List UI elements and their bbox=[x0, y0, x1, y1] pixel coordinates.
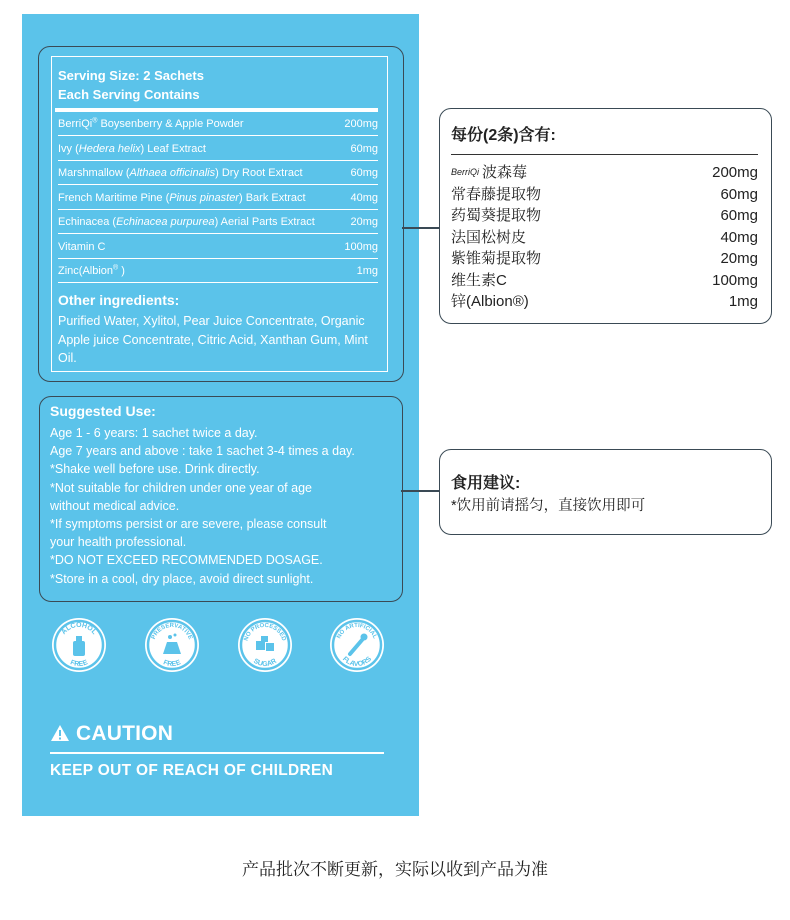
cn-ingredient-row bbox=[451, 184, 758, 205]
nutrition-row bbox=[58, 161, 378, 185]
nutrition-row bbox=[58, 210, 378, 234]
cn-ingredient-row bbox=[451, 162, 758, 183]
serving-size: Serving Size: 2 Sachets bbox=[58, 68, 204, 83]
badge-top-text: NO PROCESSED bbox=[243, 622, 287, 642]
nutrition-row bbox=[58, 112, 378, 136]
use-line: *DO NOT EXCEED RECOMMENDED DOSAGE. bbox=[50, 553, 323, 568]
cn-ingredient-amount: 1mg bbox=[728, 293, 758, 310]
preservative-free-badge bbox=[143, 616, 201, 674]
suggested-use-text bbox=[50, 424, 400, 588]
cn-ingredient-row bbox=[451, 227, 758, 248]
use-line: *Not suitable for children under one year of age bbox=[50, 480, 312, 495]
badge-top-text: ALCOHOL bbox=[60, 621, 98, 637]
cn-ingredient-name: 法国松树皮 bbox=[451, 228, 527, 246]
ingredient-name: BerriQi® Boysenberry & Apple Powder bbox=[58, 117, 244, 130]
caution-divider bbox=[50, 752, 384, 754]
ingredient-name: Vitamin C bbox=[58, 240, 106, 253]
other-ingredients-heading: Other ingredients: bbox=[58, 292, 180, 308]
cn-ingredient-amount: 60mg bbox=[720, 207, 758, 224]
cn-ingredient-row bbox=[451, 291, 758, 312]
cn-ingredient-name: 锌(Albion®) bbox=[451, 293, 529, 310]
suggested-use-heading: Suggested Use: bbox=[50, 403, 156, 419]
cn-ingredient-amount: 60mg bbox=[720, 185, 758, 203]
other-ingredients-text: Purified Water, Xylitol, Pear Juice Concentrate, Organic Apple juice Concentrate, Citric Acid, Xanthan Gum, Mint Oil. bbox=[58, 314, 368, 365]
ingredient-amount: 60mg bbox=[350, 167, 378, 179]
nutrition-row bbox=[58, 259, 378, 283]
use-line: Age 1 - 6 years: 1 sachet twice a day. bbox=[50, 426, 258, 440]
cn-use-heading: 食用建议: bbox=[451, 475, 521, 492]
badge-bottom-text: FREE bbox=[162, 659, 182, 669]
ingredient-name: French Maritime Pine (Pinus pinaster) Bark Extract bbox=[58, 191, 306, 204]
cn-divider bbox=[451, 154, 758, 155]
each-serving: Each Serving Contains bbox=[58, 87, 200, 102]
connector-line bbox=[402, 227, 439, 229]
ingredient-name: Marshmallow (Althaea officinalis) Dry Root Extract bbox=[58, 167, 303, 179]
nutrition-row bbox=[58, 137, 378, 161]
ingredient-amount: 1mg bbox=[356, 265, 378, 277]
cn-ingredient-name: 常春藤提取物 bbox=[451, 185, 542, 203]
badge-bottom-text: SUGAR bbox=[252, 657, 278, 669]
brand-mark: BerriQi bbox=[451, 167, 480, 177]
ingredient-name: Ivy (Hedera helix) Leaf Extract bbox=[58, 142, 206, 155]
connector-line bbox=[401, 490, 439, 492]
cn-ingredient-amount: 40mg bbox=[720, 228, 758, 246]
ingredient-amount: 60mg bbox=[350, 142, 378, 155]
caution-text: CAUTION bbox=[76, 722, 174, 745]
ingredient-amount: 40mg bbox=[350, 191, 378, 204]
cn-ingredient-row bbox=[451, 248, 758, 269]
ingredient-amount: 20mg bbox=[350, 216, 378, 228]
cn-ingredient-name: 紫锥菊提取物 bbox=[451, 250, 542, 267]
use-line: your health professional. bbox=[50, 535, 187, 550]
ingredient-name: Zinc(Albion® ) bbox=[58, 264, 125, 277]
no-processed-sugar-badge bbox=[236, 616, 294, 674]
cn-ingredients-heading: 每份(2条)含有: bbox=[451, 127, 556, 144]
serving-info bbox=[58, 66, 204, 104]
cn-ingredient-amount: 20mg bbox=[720, 250, 758, 267]
cn-ingredient-name: BerriQi 波森莓 bbox=[451, 164, 528, 181]
caution-title bbox=[50, 722, 173, 746]
badge-top-text: PRESERVATIVE bbox=[151, 622, 193, 641]
use-line: *Store in a cool, dry place, avoid direct sunlight. bbox=[50, 571, 314, 586]
cn-ingredient-row bbox=[451, 270, 758, 291]
cn-ingredient-name: 维生素C bbox=[451, 271, 507, 289]
use-line: Age 7 years and above : take 1 sachet 3-4 times a day. bbox=[50, 444, 355, 459]
nutrition-row bbox=[58, 186, 378, 210]
cn-ingredient-amount: 100mg bbox=[712, 271, 758, 289]
cn-ingredient-row bbox=[451, 205, 758, 226]
cn-use-text: *饮用前请摇匀，直接饮用即可 bbox=[451, 498, 646, 514]
ingredient-name: Echinacea (Echinacea purpurea) Aerial Parts Extract bbox=[58, 216, 315, 228]
nutrition-row bbox=[58, 235, 378, 259]
ingredient-amount: 200mg bbox=[344, 118, 378, 130]
cn-ingredient-name: 药蜀葵提取物 bbox=[451, 207, 542, 224]
no-artificial-flavors-badge bbox=[328, 616, 386, 674]
cn-ingredient-amount: 200mg bbox=[712, 164, 758, 181]
keep-out-of-reach: KEEP OUT OF REACH OF CHILDREN bbox=[50, 762, 334, 779]
badge-bottom-text: FREE bbox=[69, 659, 89, 669]
badge-bottom-text: FLAVORS bbox=[340, 655, 374, 669]
footer-note: 产品批次不断更新，实际以收到产品为准 bbox=[242, 860, 548, 879]
use-line: *If symptoms persist or are severe, please consult bbox=[50, 517, 327, 532]
ingredient-amount: 100mg bbox=[344, 240, 378, 253]
alcohol-free-badge bbox=[50, 616, 108, 674]
use-line: without medical advice. bbox=[50, 498, 180, 513]
badge-top-text: NO ARTIFICIAL bbox=[336, 622, 378, 640]
use-line: *Shake well before use. Drink directly. bbox=[50, 462, 260, 477]
warning-icon bbox=[50, 724, 70, 742]
